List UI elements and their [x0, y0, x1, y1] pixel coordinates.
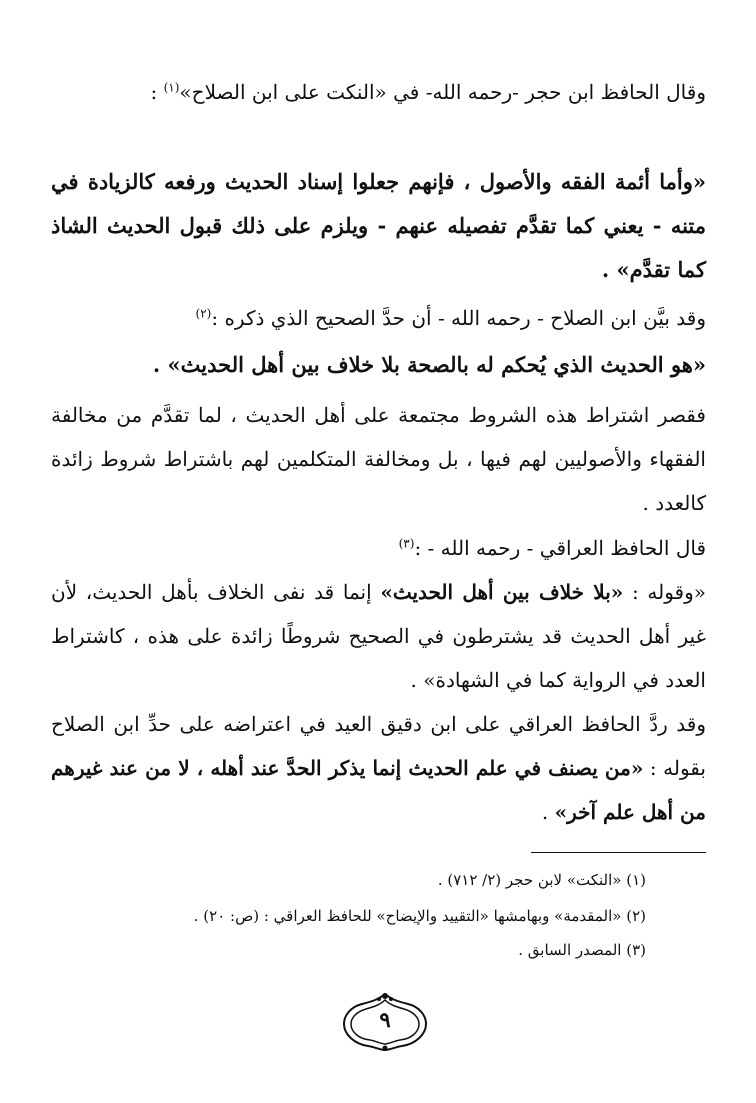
- paragraph-bold-quote: «من يصنف في علم الحديث إنما يذكر الحدَّ عند أهله ، لا من عند غيرهم من أهل علم آخر»: [51, 756, 706, 824]
- quote-ibn-hajar: [51, 160, 706, 292]
- quote-bold: «بلا خلاف بين أهل الحديث»: [380, 580, 624, 604]
- paragraph-iraqi-rebuttal: [51, 702, 706, 834]
- footnote-3: (٣) المصدر السابق .: [518, 941, 646, 959]
- footnote-ref-3: (٣): [398, 536, 415, 551]
- paragraph-pre: وقد ردَّ الحافظ العراقي على ابن دقيق العيد في اعتراضه على حدِّ ابن الصلاح بقوله :: [51, 712, 706, 780]
- footnote-2: (٢) «المقدمة» وبهامشها «التقييد والإيضاح» للحافظ العراقي : (ص: ٢٠) .: [193, 907, 646, 925]
- paragraph-text: وقد بيَّن ابن الصلاح - رحمه الله - أن حدَّ الصحيح الذي ذكره :: [211, 306, 706, 330]
- quote-pre: «وقوله :: [623, 580, 707, 604]
- page-number: ٩: [379, 1007, 391, 1032]
- footnote-ref-2: (٢): [195, 306, 212, 321]
- quote-text: «هو الحديث الذي يُحكم له بالصحة بلا خلاف بين أهل الحديث» .: [152, 352, 706, 377]
- paragraph-text: فقصر اشتراط هذه الشروط مجتمعة على أهل الحديث ، لما تقدَّم من مخالفة الفقهاء والأصوليين لهم فيها ، بل ومخالفة المتكلمين لهم باشتراط شروط زائدة كالعدد .: [51, 403, 706, 515]
- footnote-1: (١) «النكت» لابن حجر (٢/ ٧١٢) .: [437, 871, 646, 889]
- paragraph-tail: :: [150, 80, 164, 104]
- paragraph-post: .: [541, 800, 555, 824]
- paragraph-ibn-salah-definition: [51, 296, 706, 340]
- quote-text: «وأما أئمة الفقه والأصول ، فإنهم جعلوا إسناد الحديث ورفعه كالزيادة في متنه - يعني كما تقدَّم تفصيله عنهم - ويلزم على ذلك قبول الحديث الشاذ كما تقدَّم» .: [51, 169, 707, 282]
- footnote-separator: [531, 852, 706, 853]
- quote-post: إنما قد نفى الخلاف بأهل الحديث، لأن غير أهل الحديث قد يشترطون في الصحيح شروطًا زائدة على هذه ، كاشتراط العدد في الرواية كما في الشهادة» .: [51, 580, 706, 692]
- paragraph-text: وقال الحافظ ابن حجر -رحمه الله- في «النكت على ابن الصلاح»: [179, 80, 706, 104]
- paragraph-restriction: [51, 393, 706, 525]
- paragraph-ibn-hajar-intro: [51, 70, 706, 114]
- quote-iraqi: [51, 570, 706, 702]
- paragraph-iraqi-intro: [51, 526, 706, 570]
- footnote-ref-1: (١): [163, 80, 180, 95]
- quote-sahih-definition: [51, 343, 706, 387]
- paragraph-text: قال الحافظ العراقي - رحمه الله - :: [414, 536, 706, 560]
